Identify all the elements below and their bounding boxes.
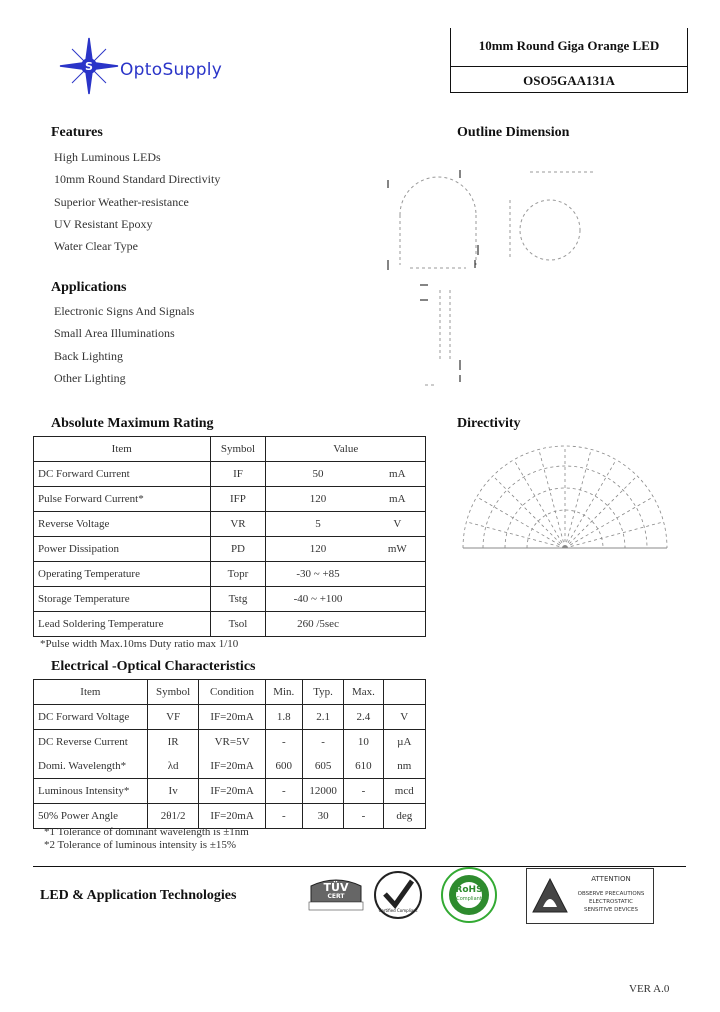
features-list xyxy=(54,146,220,257)
applications-list xyxy=(54,300,194,389)
company-name: LED & Application Technologies xyxy=(40,888,237,903)
cell-value: 50 xyxy=(266,462,370,487)
cell-unit: nm xyxy=(383,754,425,779)
table-row xyxy=(34,730,426,755)
col-max: Max. xyxy=(344,680,383,705)
cell-value: -40 ~ +100 xyxy=(266,587,370,612)
footer-divider xyxy=(33,866,686,867)
brand-name: OptoSupply xyxy=(120,60,223,80)
compliance-badge xyxy=(372,870,424,920)
tuv-badge xyxy=(305,872,367,918)
cell-symbol: 2θ1/2 xyxy=(147,804,199,829)
col-min: Min. xyxy=(265,680,302,705)
cell-unit: V xyxy=(370,512,426,537)
table-row xyxy=(34,754,426,779)
compliance-text: Certified Compliant xyxy=(378,908,418,913)
cell-unit: mcd xyxy=(383,779,425,804)
features-heading: Features xyxy=(51,125,103,140)
table-row xyxy=(34,462,426,487)
cell-item: Reverse Voltage xyxy=(34,512,211,537)
col-item: Item xyxy=(34,680,148,705)
cell-symbol: Topr xyxy=(210,562,266,587)
cell-min: 1.8 xyxy=(265,705,302,730)
application-item: Other Lighting xyxy=(54,370,126,385)
application-item: Back Lighting xyxy=(54,348,123,363)
cell-condition: IF=20mA xyxy=(199,804,265,829)
col-value: Value xyxy=(266,437,426,462)
cell-symbol: VF xyxy=(147,705,199,730)
cell-max: 10 xyxy=(344,730,383,755)
directivity-chart xyxy=(455,440,675,555)
cell-symbol: IR xyxy=(147,730,199,755)
col-typ: Typ. xyxy=(302,680,343,705)
cell-symbol: Tsol xyxy=(210,612,266,637)
part-number: OSO5GAA131A xyxy=(523,73,615,88)
table-row xyxy=(34,587,426,612)
cell-unit: mA xyxy=(370,487,426,512)
cell-item: Operating Temperature xyxy=(34,562,211,587)
version-label: VER A.0 xyxy=(629,983,670,995)
cell-unit: µA xyxy=(383,730,425,755)
cell-max: 2.4 xyxy=(344,705,383,730)
cell-item: Power Dissipation xyxy=(34,537,211,562)
eo-note-2: *2 Tolerance of luminous intensity is ±15% xyxy=(44,839,237,851)
table-header-row xyxy=(34,437,426,462)
cell-condition: IF=20mA xyxy=(199,705,265,730)
col-unit xyxy=(383,680,425,705)
cell-min: 600 xyxy=(265,754,302,779)
cell-unit xyxy=(370,587,426,612)
cell-symbol: PD xyxy=(210,537,266,562)
cell-typ: - xyxy=(302,730,343,755)
table-row xyxy=(34,804,426,829)
rohs-label: RoHS xyxy=(455,885,483,895)
cell-max: - xyxy=(344,779,383,804)
cell-symbol: Tstg xyxy=(210,587,266,612)
application-item: Small Area Illuminations xyxy=(54,326,175,341)
cell-symbol: λd xyxy=(147,754,199,779)
table-row xyxy=(34,562,426,587)
cell-item: DC Forward Current xyxy=(34,462,211,487)
rohs-badge xyxy=(435,866,503,924)
cell-min: - xyxy=(265,730,302,755)
eo-note-1: *1 Tolerance of dominant wavelength is ±1nm xyxy=(44,826,249,838)
title-box xyxy=(450,28,688,93)
table-row xyxy=(34,512,426,537)
cell-min: - xyxy=(265,779,302,804)
cell-typ: 2.1 xyxy=(302,705,343,730)
col-item: Item xyxy=(34,437,211,462)
cell-value: -30 ~ +85 xyxy=(266,562,370,587)
table-header-row xyxy=(34,680,426,705)
cell-unit: V xyxy=(383,705,425,730)
opto-supply-logo xyxy=(58,36,120,96)
cell-max: 610 xyxy=(344,754,383,779)
cell-symbol: IFP xyxy=(210,487,266,512)
rohs-sub: Compliant xyxy=(456,896,482,902)
rohs-icon xyxy=(435,866,503,924)
attention-label: ATTENTION xyxy=(591,875,631,883)
table-row xyxy=(34,537,426,562)
col-symbol: Symbol xyxy=(147,680,199,705)
svg-text:S: S xyxy=(85,60,93,73)
feature-item: Water Clear Type xyxy=(54,239,138,254)
cell-value: 120 xyxy=(266,537,370,562)
cell-item: Storage Temperature xyxy=(34,587,211,612)
cell-typ: 605 xyxy=(302,754,343,779)
eo-table xyxy=(33,679,426,829)
cell-symbol: Iv xyxy=(147,779,199,804)
cell-item: Luminous Intensity* xyxy=(34,779,148,804)
cell-value: 120 xyxy=(266,487,370,512)
cell-item: 50% Power Angle xyxy=(34,804,148,829)
eo-heading: Electrical -Optical Characteristics xyxy=(51,659,256,674)
applications-heading: Applications xyxy=(51,280,127,295)
cell-symbol: IF xyxy=(210,462,266,487)
cell-unit: mA xyxy=(370,462,426,487)
cell-unit xyxy=(370,612,426,637)
abs-max-table xyxy=(33,436,426,637)
tuv-sub: CERT xyxy=(327,893,345,900)
esd-warning-icon xyxy=(531,877,569,915)
abs-max-note: *Pulse width Max.10ms Duty ratio max 1/10 xyxy=(40,638,239,650)
cell-unit: deg xyxy=(383,804,425,829)
cell-item: DC Reverse Current xyxy=(34,730,148,755)
esd-line: OBSERVE PRECAUTIONS xyxy=(577,891,645,897)
cell-condition: IF=20mA xyxy=(199,779,265,804)
cell-min: - xyxy=(265,804,302,829)
feature-item: High Luminous LEDs xyxy=(54,150,161,164)
table-row xyxy=(34,705,426,730)
cell-typ: 12000 xyxy=(302,779,343,804)
col-symbol: Symbol xyxy=(210,437,266,462)
product-title: 10mm Round Giga Orange LED xyxy=(478,38,660,53)
esd-attention-box xyxy=(526,868,654,924)
cell-item: Lead Soldering Temperature xyxy=(34,612,211,637)
outline-heading: Outline Dimension xyxy=(457,125,570,140)
directivity-heading: Directivity xyxy=(457,416,521,431)
feature-item: 10mm Round Standard Directivity xyxy=(54,172,221,187)
cell-max: - xyxy=(344,804,383,829)
cell-item: Domi. Wavelength* xyxy=(34,754,148,779)
cell-item: DC Forward Voltage xyxy=(34,705,148,730)
cell-condition: IF=20mA xyxy=(199,754,265,779)
feature-item: UV Resistant Epoxy xyxy=(54,216,153,231)
table-row xyxy=(34,779,426,804)
cell-item: Pulse Forward Current* xyxy=(34,487,211,512)
application-item: Electronic Signs And Signals xyxy=(54,304,195,318)
tuv-label: TÜV xyxy=(323,881,349,894)
table-row xyxy=(34,487,426,512)
outline-drawing xyxy=(380,160,610,390)
cell-symbol: VR xyxy=(210,512,266,537)
feature-item: Superior Weather-resistance xyxy=(54,194,189,209)
table-row xyxy=(34,612,426,637)
abs-max-heading: Absolute Maximum Rating xyxy=(51,416,214,431)
cell-unit: mW xyxy=(370,537,426,562)
cell-typ: 30 xyxy=(302,804,343,829)
col-condition: Condition xyxy=(199,680,265,705)
esd-line: ELECTROSTATIC xyxy=(589,899,633,905)
cell-value: 260 /5sec xyxy=(266,612,370,637)
cell-value: 5 xyxy=(266,512,370,537)
cell-condition: VR=5V xyxy=(199,730,265,755)
esd-line: SENSITIVE DEVICES xyxy=(583,907,639,913)
cell-unit xyxy=(370,562,426,587)
